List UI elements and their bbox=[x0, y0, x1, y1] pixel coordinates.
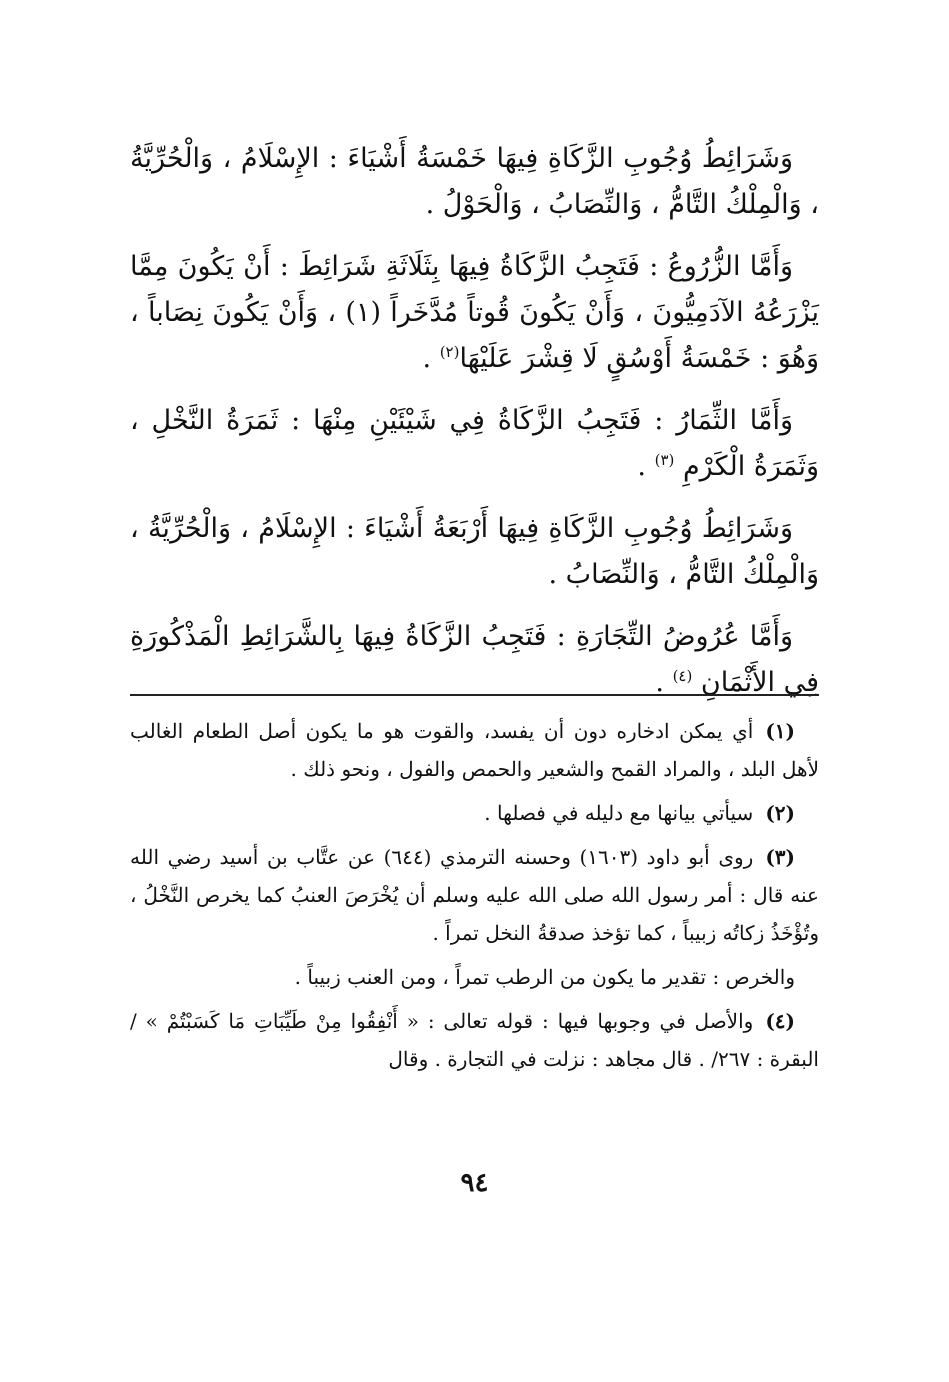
footnote-text: سيأتي بيانها مع دليله في فصلها . bbox=[484, 801, 754, 825]
paragraph-tail: . bbox=[655, 667, 673, 698]
footnote-separator bbox=[130, 694, 819, 696]
paragraph-zakat-conditions bbox=[130, 136, 819, 228]
footnote-3 bbox=[130, 838, 819, 952]
footnote-text: أي يمكن ادخاره دون أن يفسد، والقوت هو ما يكون أصل الطعام الغالب لأهل البلد ، والمراد القمح والشعير والحمص والفول ، ونحو ذلك . bbox=[130, 719, 819, 781]
footnote-2 bbox=[130, 794, 819, 832]
footnote-4 bbox=[130, 1002, 819, 1078]
paragraph-text: وَأَمَّا الزُّرُوعُ : فَتَجِبُ الزَّكَاةُ فِيهَا بِثَلَاثَةِ شَرَائِطَ : أَنْ يَكُونَ مِمَّا يَزْرَعُهُ الآدَمِيُّونَ ، وَأَنْ يَكُونَ قُوتاً مُدَّخَراً (١) ، وَأَنْ يَكُونَ نِصَاباً ، وَهُوَ : خَمْسَةُ أَوْسُقٍ لَا قِشْرَ عَلَيْهَا bbox=[130, 251, 820, 374]
paragraph-text: وَأَمَّا الثِّمَارُ : فَتَجِبُ الزَّكَاةُ فِي شَيْئَيْنِ مِنْهَا : ثَمَرَةُ النَّخْلِ ، وَثَمَرَةُ الْكَرْمِ bbox=[130, 405, 819, 482]
footnote-1 bbox=[130, 712, 819, 788]
paragraph-text: وَشَرَائِطُ وُجُوبِ الزَّكَاةِ فِيهَا أَرْبَعَةُ أَشْيَاءَ : الإِسْلَامُ ، وَالْحُرِّيَّةُ ، وَالْمِلْكُ التَّامُّ ، وَالنِّصَابُ . bbox=[130, 513, 819, 590]
paragraph-fruit-conditions bbox=[130, 506, 819, 598]
footnote-number: (١) bbox=[765, 719, 795, 743]
footnote-number: (٣) bbox=[765, 845, 795, 869]
footnote-3-continuation bbox=[130, 958, 819, 996]
footnote-number: (٢) bbox=[765, 801, 795, 825]
footnote-number: (٤) bbox=[765, 1009, 795, 1033]
footnote-text: والأصل في وجوبها فيها : قوله تعالى : « أَنْفِقُوا مِنْ طَيِّبَاتِ مَا كَسَبْتُمْ » / البقرة : ٢٦٧/ . قال مجاهد : نزلت في التجارة . وقال bbox=[130, 1009, 819, 1071]
footnote-reference: (٢) bbox=[439, 343, 460, 361]
paragraph-tail: . bbox=[422, 343, 440, 374]
paragraph-crops bbox=[130, 244, 819, 382]
footnote-reference: (٤) bbox=[672, 667, 693, 685]
paragraph-text: وَشَرَائِطُ وُجُوبِ الزَّكَاةِ فِيهَا خَمْسَةُ أَشْيَاءَ : الإِسْلَامُ ، وَالْحُرِّيَّةُ ، وَالْمِلْكُ التَّامُّ ، وَالنِّصَابُ ، وَالْحَوْلُ . bbox=[130, 143, 819, 220]
footnote-text: والخرص : تقدير ما يكون من الرطب تمراً ، ومن العنب زبيباً . bbox=[294, 965, 795, 989]
paragraph-tail: . bbox=[637, 451, 655, 482]
paragraph-trade-goods bbox=[130, 614, 819, 706]
paragraph-fruits bbox=[130, 398, 819, 490]
footnote-text: روى أبو داود (١٦٠٣) وحسنه الترمذي (٦٤٤) عن عتَّاب بن أسيد رضي الله عنه قال : أمر رسول الله صلى الله عليه وسلم أن يُخْرَصَ العنبُ كما يخرص النَّخْلُ ، وتُؤْخَذُ زكاتُه زبيباً ، كما تؤخذ صدقةُ النخل تمراً . bbox=[130, 845, 819, 945]
paragraph-text: وَأَمَّا عُرُوضُ التِّجَارَةِ : فَتَجِبُ الزَّكَاةُ فِيهَا بِالشَّرَائِطِ الْمَذْكُورَةِ فِي الأَثْمَانِ bbox=[130, 621, 819, 698]
page-number: ٩٤ bbox=[460, 1168, 489, 1198]
main-text bbox=[130, 136, 819, 722]
footnote-reference: (٣) bbox=[654, 451, 675, 469]
footnotes bbox=[130, 712, 819, 1084]
